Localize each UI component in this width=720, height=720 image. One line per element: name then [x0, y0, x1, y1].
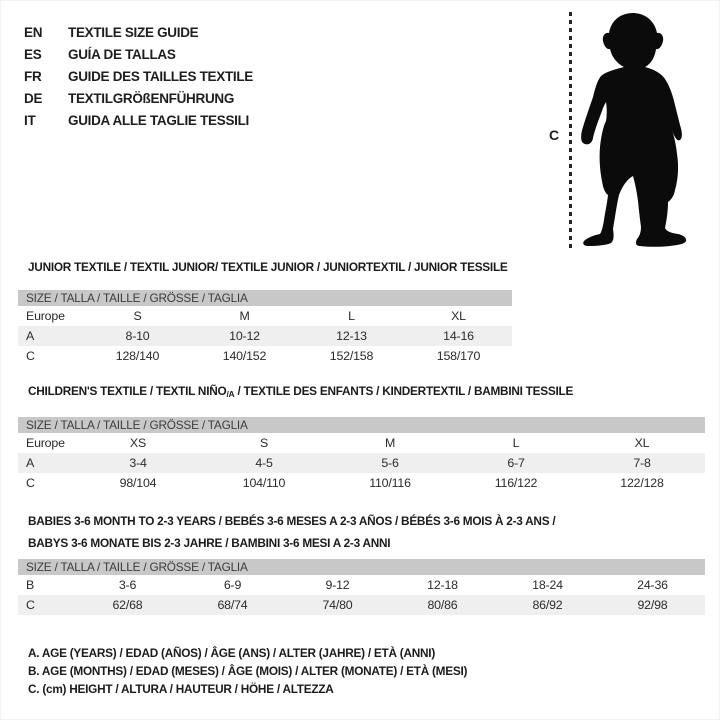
cell: 62/68: [112, 598, 143, 612]
babies-size-table: [18, 559, 705, 615]
row-label: Europe: [26, 309, 65, 323]
cell: 86/92: [532, 598, 563, 612]
cell: XL: [634, 436, 650, 450]
size-header-bar: SIZE / TALLA / TAILLE / GRÖSSE / TAGLIA: [18, 290, 512, 306]
row-label: A: [26, 329, 35, 343]
table-row: [18, 326, 512, 346]
language-label: GUIDA ALLE TAGLIE TESSILI: [68, 112, 249, 128]
size-header-row: [18, 290, 512, 306]
junior-section-title: JUNIOR TEXTILE / TEXTIL JUNIOR/ TEXTILE JUNIOR / JUNIORTEXTIL / JUNIOR TESSILE: [28, 260, 508, 274]
cell: S: [259, 436, 269, 450]
children-section-title: [28, 384, 573, 399]
cell: 110/116: [369, 476, 411, 490]
cell: 12-13: [336, 329, 367, 343]
cell: 7-8: [633, 456, 651, 470]
language-row: [24, 65, 253, 87]
cell: 14-16: [443, 329, 474, 343]
cell: 80/86: [427, 598, 458, 612]
cell: 98/104: [119, 476, 157, 490]
footnote-b: B. AGE (MONTHS) / EDAD (MESES) / ÂGE (MOIS) / ALTER (MONATE) / ETÀ (MESI): [28, 664, 468, 678]
table-row: [18, 346, 512, 366]
cell: 5-6: [381, 456, 399, 470]
cell: 12-18: [427, 578, 458, 592]
height-figure: [545, 5, 715, 255]
row-label: C: [26, 598, 35, 612]
language-row: [24, 21, 253, 43]
cell: 92/98: [637, 598, 668, 612]
cell: 140/152: [222, 349, 267, 363]
cell: 3-4: [129, 456, 147, 470]
language-code: FR: [24, 68, 42, 84]
cell: 10-12: [229, 329, 260, 343]
cell: M: [239, 309, 250, 323]
row-label: B: [26, 578, 35, 592]
table-row: [18, 453, 705, 473]
cell: 122/128: [620, 476, 664, 490]
language-label: GUÍA DE TALLAS: [68, 46, 176, 62]
cell: 158/170: [436, 349, 481, 363]
cell: 74/80: [322, 598, 353, 612]
row-label: Europe: [26, 436, 65, 450]
cell: 6-7: [507, 456, 525, 470]
cell: S: [133, 309, 142, 323]
height-measure-line: [569, 12, 572, 252]
cell: 24-36: [637, 578, 668, 592]
size-header-row: [18, 559, 705, 575]
table-row: [18, 433, 705, 453]
language-code: ES: [24, 46, 42, 62]
cell: XS: [129, 436, 147, 450]
height-measure-label: C: [549, 127, 560, 143]
language-row: [24, 87, 253, 109]
language-label: GUIDE DES TAILLES TEXTILE: [68, 68, 254, 84]
row-label: C: [26, 349, 35, 363]
cell: XL: [451, 309, 466, 323]
children-title-subscript: /A: [226, 389, 235, 399]
footnote-a: A. AGE (YEARS) / EDAD (AÑOS) / ÂGE (ANS) / ALTER (JAHRE) / ETÀ (ANNI): [28, 646, 435, 660]
size-header-bar: SIZE / TALLA / TAILLE / GRÖSSE / TAGLIA: [18, 417, 705, 433]
language-list: [24, 21, 253, 131]
row-label: A: [26, 456, 35, 470]
language-code: DE: [24, 90, 43, 106]
cell: 152/158: [329, 349, 374, 363]
size-header-bar: SIZE / TALLA / TAILLE / GRÖSSE / TAGLIA: [18, 559, 705, 575]
babies-title-line1: BABIES 3-6 MONTH TO 2-3 YEARS / BEBÉS 3-6 MESES A 2-3 AÑOS / BÉBÉS 3-6 MOIS À 2-3 ANS /: [28, 514, 556, 528]
language-label: TEXTILGRÖßENFÜHRUNG: [68, 90, 235, 106]
cell: 6-9: [223, 578, 242, 592]
toddler-silhouette-icon: [575, 5, 690, 255]
children-title-post: / TEXTILE DES ENFANTS / KINDERTEXTIL / BAMBINI TESSILE: [234, 384, 574, 398]
cell: M: [384, 436, 396, 450]
size-header-row: [18, 417, 705, 433]
language-code: IT: [24, 112, 36, 128]
children-title-pre: CHILDREN'S TEXTILE / TEXTIL NIÑO: [28, 384, 227, 398]
table-row: [18, 306, 512, 326]
cell: 3-6: [118, 578, 137, 592]
cell: 104/110: [242, 476, 286, 490]
table-row: [18, 575, 705, 595]
language-label: TEXTILE SIZE GUIDE: [68, 24, 199, 40]
row-label: C: [26, 476, 35, 490]
language-row: [24, 109, 253, 131]
children-size-table: [18, 417, 705, 493]
cell: 18-24: [532, 578, 563, 592]
cell: 68/74: [217, 598, 248, 612]
footnotes: [28, 644, 467, 698]
cell: 4-5: [255, 456, 273, 470]
junior-size-table: [18, 290, 512, 366]
language-row: [24, 43, 253, 65]
cell: 9-12: [325, 578, 350, 592]
cell: 116/122: [494, 476, 538, 490]
babies-section-title: [28, 510, 555, 554]
footnote-c: C. (cm) HEIGHT / ALTURA / HAUTEUR / HÖHE / ALTEZZA: [28, 682, 334, 696]
cell: 128/140: [115, 349, 160, 363]
cell: L: [348, 309, 355, 323]
cell: 8-10: [125, 329, 150, 343]
table-row: [18, 473, 705, 493]
table-row: [18, 595, 705, 615]
language-code: EN: [24, 24, 43, 40]
babies-title-line2: BABYS 3-6 MONATE BIS 2-3 JAHRE / BAMBINI 3-6 MESI A 2-3 ANNI: [28, 536, 391, 550]
cell: L: [512, 436, 520, 450]
